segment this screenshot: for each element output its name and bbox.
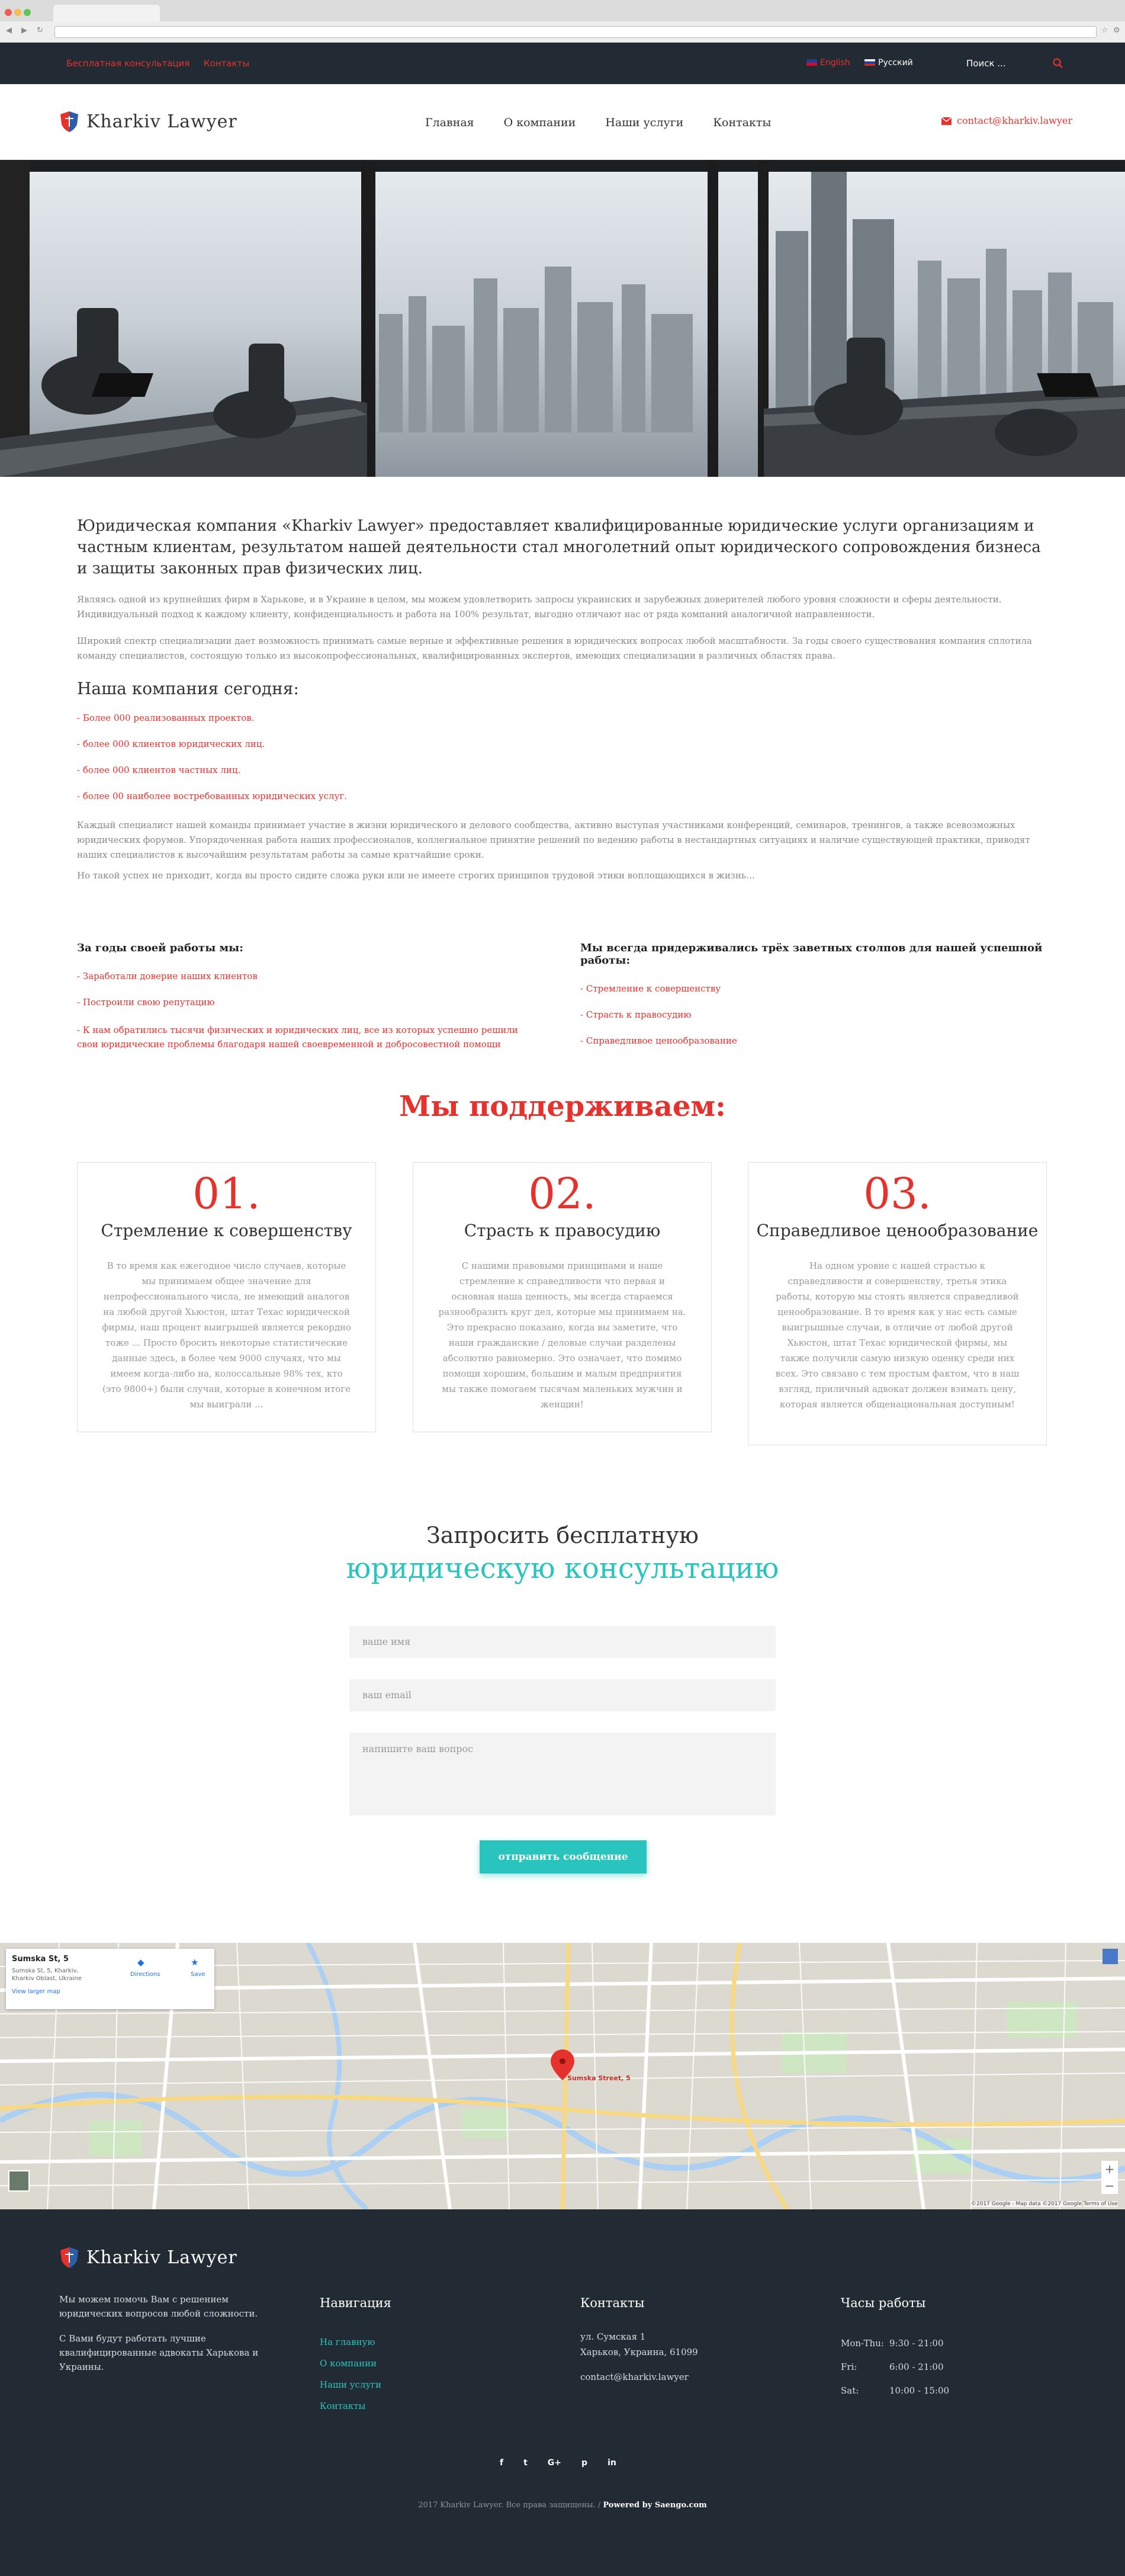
brand-name: Kharkiv Lawyer <box>86 111 237 132</box>
google-plus-icon[interactable]: G+ <box>547 2458 562 2468</box>
google-map[interactable] <box>0 1943 1125 2209</box>
wrench-icon[interactable]: ⚙ <box>1113 26 1120 35</box>
nav-contacts[interactable]: Контакты <box>713 116 772 129</box>
card-title: Стремление к совершенству <box>101 1221 352 1240</box>
linkedin-icon[interactable]: in <box>608 2458 616 2468</box>
intro-paragraph-4: Но такой успех не приходит, когда вы просто сидите сложа руки или не имеете строгих принципов трудовой этики воплощающихся в жизнь… <box>77 870 756 881</box>
card-title: Справедливое ценообразование <box>756 1221 1039 1240</box>
list-item: - более 00 наиболее востребованных юридических услуг. <box>77 791 1048 801</box>
footer-nav <box>320 2331 381 2417</box>
card-text: В то время как ежегодное число случаев, которые мы принимаем общее значение для непрофессионального числа, не имеющий аналогов на любой другой Хьюстон, штат Техас юридической фирмы, наш процент выигрышей является рекордно тоже ... Просто бросить некоторые статистические данные здесь, в более чем 9000 случаях, что мы имеем когда-либо на, колоссальные 98% тех, кто (это 9800+) были случаи, которые в конечном итоге мы выиграли ... <box>101 1260 352 1410</box>
value-card-3 <box>748 1162 1047 1445</box>
list-item: - Справедливое ценообразование <box>580 1035 1054 1046</box>
list-item: - Стремление к совершенству <box>580 983 1054 994</box>
back-icon[interactable]: ◀ <box>6 26 12 35</box>
list-item: - более 000 клиентов частных лиц. <box>77 765 1048 775</box>
intro-paragraph-1: Являясь одной из крупнейших фирм в Харькове, и в Украине в целом, мы можем удовлетворить запросы украинских и зарубежных доверителей любого уровня сложности и сферы деятельности. Индивидуальный подход к каждому клиенту, конфиденциальность и работа на 100% результат, выгодно отличают нас от ряда компаний аналогичной направленности. <box>77 594 1002 620</box>
nav-about[interactable]: О компании <box>503 116 576 129</box>
reload-icon[interactable]: ↻ <box>37 26 43 35</box>
footer-nav-title: Навигация <box>320 2296 391 2310</box>
map-directions-button[interactable]: Directions <box>130 1971 160 1978</box>
years-heading: За годы своей работы мы: <box>77 942 243 954</box>
card-number: 02. <box>528 1169 596 1218</box>
close-dot[interactable] <box>5 9 12 16</box>
footer-about-2: С Вами будут работать лучшие квалифицированные адвокаты Харькова и Украины. <box>59 2333 259 2372</box>
main-nav <box>425 116 771 129</box>
contacts-link[interactable]: Контакты <box>204 58 250 69</box>
footer-contacts-title: Контакты <box>580 2296 645 2310</box>
card-title: Страсть к правосудию <box>464 1221 661 1240</box>
shield-logo-icon <box>59 2246 79 2269</box>
footer-copyright: 2017 Kharkiv Lawyer. Все права защищены. <box>418 2501 596 2510</box>
footer-nav-contacts[interactable]: Контакты <box>320 2401 366 2411</box>
value-card-1 <box>77 1162 376 1432</box>
shield-logo-icon <box>59 110 79 133</box>
top-bar <box>0 43 1125 84</box>
email-input[interactable]: ваш email <box>349 1679 776 1711</box>
list-item: - Более 000 реализованных проектов. <box>77 713 1048 723</box>
social-links <box>500 2458 616 2468</box>
free-consult-link[interactable]: Бесплатная консультация <box>66 58 190 69</box>
footer-address-line1: ул. Сумская 1 <box>580 2331 646 2342</box>
map-pin-label: Sumska Street, 5 <box>567 2074 631 2082</box>
search-input[interactable]: Поиск ... <box>966 58 1006 69</box>
card-text: На одном уровне с нашей страстью к справедливости и совершенству, третья этика работы, которую мы стоять является справедливой ценообразование. В то время как у нас есть самые выигрышные случаи, в отличие от любой другой Хьюстон, штат Техас юридической фирмы, мы также получили самую низкую оценку среди них всех. Это связано с тем простым фактом, что в наш взгляд, приличный адвокат должен взимать цену, которая является общенациональная доступным! <box>775 1260 1020 1410</box>
form-title-line1: Запросить бесплатную <box>426 1522 699 1548</box>
pillars-column <box>580 942 1054 1061</box>
intro-paragraph-2: Широкий спектр специализации дает возможность принимать самые верные и эффективные решения в юридических вопросах любой масштабности. За годы своего существования компания сплотила команду специалистов, состоящую только из высокопрофессиональных, квалифицированных экспертов, имеющих специализации в различных областях права. <box>77 636 1032 661</box>
footer-hours-title: Часы работы <box>841 2296 926 2310</box>
footer-brand: Kharkiv Lawyer <box>86 2247 237 2268</box>
facebook-icon[interactable]: f <box>500 2458 504 2468</box>
window-controls <box>5 7 33 18</box>
nav-home[interactable]: Главная <box>425 116 474 129</box>
lang-english[interactable]: English <box>820 58 850 68</box>
hero-image <box>0 160 1125 477</box>
twitter-icon[interactable]: t <box>523 2458 528 2468</box>
browser-tabbar <box>0 0 1125 21</box>
list-item: - Страсть к правосудию <box>580 1009 1054 1020</box>
nav-services[interactable]: Наши услуги <box>605 116 684 129</box>
uk-flag-icon <box>806 59 817 66</box>
map-save-button[interactable]: Save <box>191 1971 205 1978</box>
map-larger-link[interactable]: View larger map <box>12 1988 60 1995</box>
search-icon[interactable] <box>1053 58 1063 69</box>
zoom-control[interactable] <box>1101 2161 1118 2194</box>
list-item: - К нам обратились тысячи физических и юридических лиц, все из которых успешно решили свои юридические проблемы благодаря нашей своевременной и добросовестной помощи <box>77 1023 539 1051</box>
footer-email[interactable]: contact@kharkiv.lawyer <box>580 2372 689 2382</box>
footer-bottom: 2017 Kharkiv Lawyer. Все права защищены. / Powered by Saengo.com <box>418 2501 707 2510</box>
browser-tab[interactable] <box>53 5 160 21</box>
site-footer <box>0 2209 1125 2576</box>
map-info-card <box>6 1949 214 2009</box>
map-terms-link[interactable]: Terms of Use <box>1084 2201 1118 2207</box>
logo[interactable] <box>59 110 237 133</box>
footer-nav-services[interactable]: Наши услуги <box>320 2379 382 2390</box>
card-text: С нашими правовыми принципами и наше стремление к справедливости что первая и основная наша ценность, мы всегда стараемся разнообразить круг дел, которые мы принимаем на. Это прекрасно показано, когда вы заметите, что наши гражданские / деловые случаи разделены абсолютно равномерно. Это означает, что помимо помощи хорошим, большим и малым предприятия мы также помогаем тысячам маленьких мужчин и женщин! <box>438 1260 686 1410</box>
zoom-out-button[interactable]: − <box>1104 2179 1115 2193</box>
today-list <box>77 713 1048 801</box>
pinterest-icon[interactable]: p <box>581 2458 588 2468</box>
intro-paragraph-3: Каждый специалист нашей команды принимает участие в жизни юридического и делового сообщества, активно выступая участниками конференций, семинаров, тренингов, а также всевозможных юридических форумов. Упорядоченная работа наших профессионалов, коллегиальное принятие решений по ведению работы в нестандартных ситуациях и наличие существующей практики, приводят наших специалистов к высочайшим результатам работы за самые кратчайшие сроки. <box>77 820 1030 860</box>
footer-about-1: Мы можем помочь Вам с решением юридических вопросов любой сложности. <box>59 2294 258 2319</box>
browser-chrome <box>0 0 1125 43</box>
hours-row: Sat: 10:00 - 15:00 <box>841 2385 950 2396</box>
site-header <box>0 84 1125 160</box>
ru-flag-icon <box>864 59 875 66</box>
powered-by-link[interactable]: Powered by Saengo.com <box>603 2501 707 2510</box>
map-copyright: ©2017 Google - Map data ©2017 Google <box>971 2201 1082 2207</box>
office-skyline-image <box>0 160 1125 477</box>
list-item: - более 000 клиентов юридических лиц. <box>77 739 1048 749</box>
map-card-title: Sumska St, 5 <box>12 1955 69 1964</box>
pillars-list <box>580 983 1054 1046</box>
forward-icon[interactable]: ▶ <box>21 26 27 35</box>
satellite-toggle[interactable] <box>8 2170 30 2192</box>
header-email[interactable]: contact@kharkiv.lawyer <box>957 115 1072 126</box>
address-bar[interactable] <box>54 26 1097 38</box>
intro-lead: Юридическая компания «Kharkiv Lawyer» предоставляет квалифицированные юридические услуги организациям и частным клиентам, результатом нашей деятельности стал многолетний опыт юридического сопровождения бизнеса и защиты законных прав физических лиц. <box>77 517 1041 578</box>
form-title-line2: юридическую консультацию <box>346 1552 779 1585</box>
support-heading: Мы поддерживаем: <box>399 1090 726 1123</box>
card-number: 03. <box>863 1169 931 1218</box>
question-textarea[interactable]: напишите ваш вопрос <box>349 1733 776 1815</box>
envelope-icon <box>941 117 952 125</box>
lang-russian[interactable]: Русский <box>878 58 913 68</box>
hours-row: Mon-Thu: 9:30 - 21:00 <box>841 2338 944 2349</box>
zoom-in-button[interactable]: + <box>1104 2162 1115 2176</box>
list-item: - Построили свою репутацию <box>77 997 539 1008</box>
maximize-dot[interactable] <box>24 9 31 16</box>
star-icon[interactable]: ☆ <box>1101 26 1108 35</box>
today-heading: Наша компания сегодня: <box>77 679 299 698</box>
card-number: 01. <box>192 1169 261 1218</box>
footer-nav-home[interactable]: На главную <box>320 2337 375 2347</box>
hours-row: Fri: 6:00 - 21:00 <box>841 2362 944 2372</box>
submit-button[interactable]: отправить сообщение <box>480 1840 647 1874</box>
intro-section <box>77 515 1048 883</box>
footer-logo[interactable] <box>59 2246 237 2269</box>
list-item: - Заработали доверие наших клиентов <box>77 971 539 981</box>
years-column <box>77 942 562 1067</box>
pillars-heading: Мы всегда придерживались трёх заветных столпов для нашей успешной работы: <box>580 942 1043 967</box>
footer-nav-about[interactable]: О компании <box>320 2358 377 2369</box>
map-card-address: Sumska St, 5, Kharkiv, Kharkiv Oblast, Ukraine <box>12 1968 82 1982</box>
minimize-dot[interactable] <box>14 9 21 16</box>
years-list <box>77 971 539 1051</box>
footer-address-line2: Харьков, Украина, 61099 <box>580 2347 698 2357</box>
pegman-icon[interactable] <box>1102 1949 1118 1964</box>
value-card-2 <box>413 1162 712 1432</box>
directions-icon[interactable]: ◆ <box>137 1957 144 1968</box>
name-input[interactable]: ваше имя <box>349 1626 776 1658</box>
save-star-icon[interactable]: ★ <box>191 1957 199 1968</box>
footer-hours <box>841 2331 949 2402</box>
